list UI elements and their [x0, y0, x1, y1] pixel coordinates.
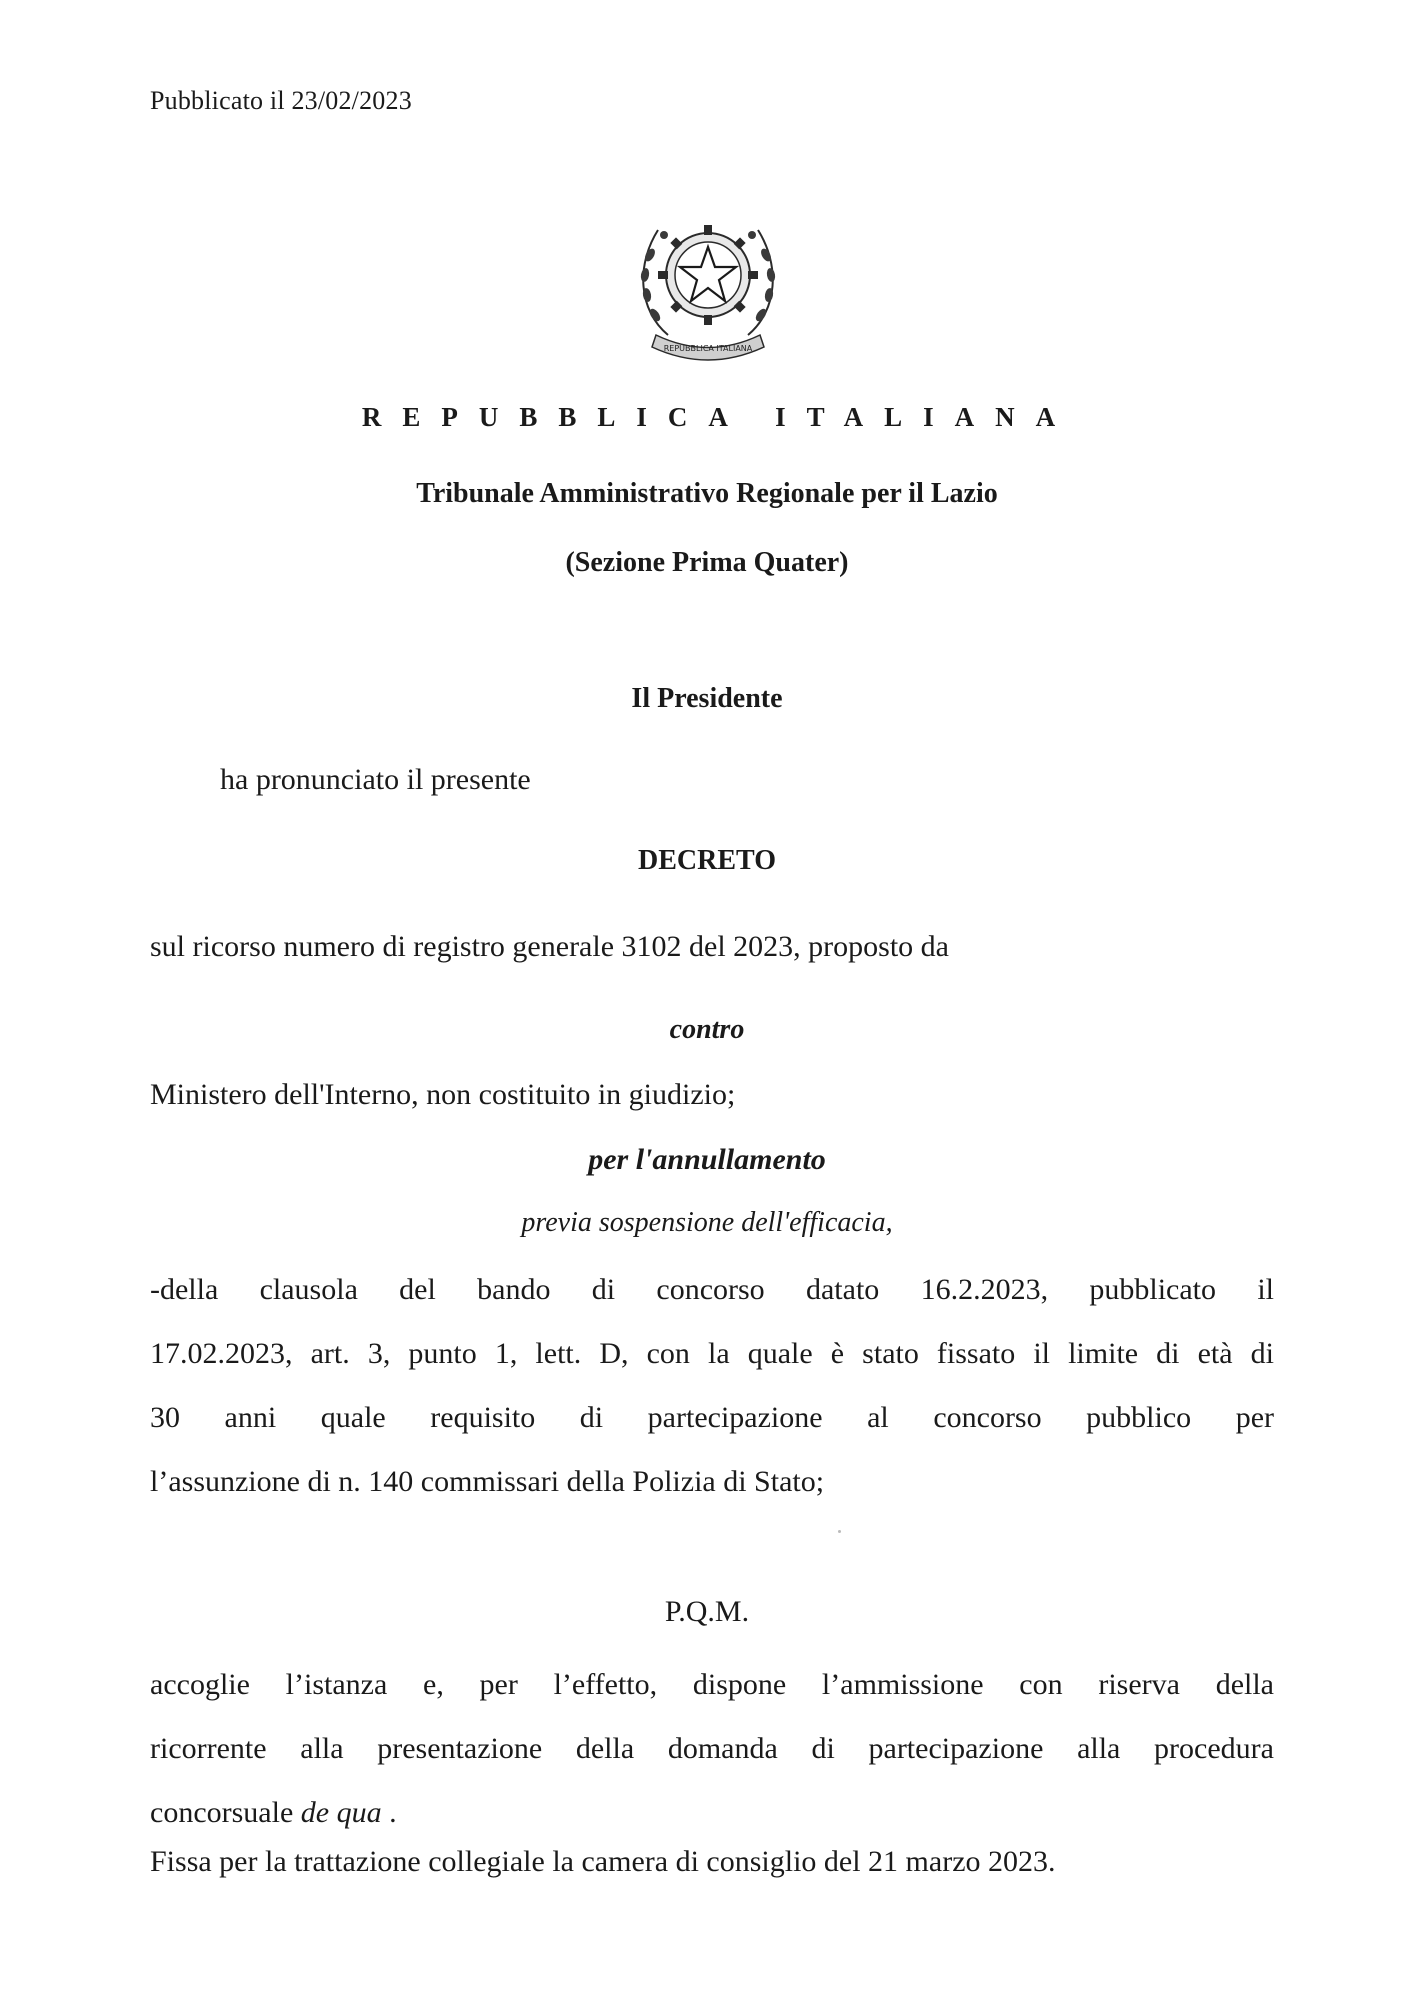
- annullamento-heading: per l'annullamento: [588, 1143, 826, 1176]
- accoglie-line: ricorrente alla presentazione della domanda di partecipazione alla procedura: [150, 1732, 1274, 1765]
- emblem-ribbon-text: REPUBBLICA ITALIANA: [663, 344, 753, 353]
- fissa-text: Fissa per la trattazione collegiale la camera di consiglio del 21 marzo 2023.: [150, 1845, 1056, 1878]
- scan-dot: [838, 1530, 841, 1533]
- pqm-heading: P.Q.M.: [664, 1595, 750, 1628]
- ricorso-text: sul ricorso numero di registro generale 3102 del 2023, proposto da: [150, 930, 949, 963]
- republic-heading: REPUBBLICA ITALIANA: [361, 402, 1077, 432]
- clausola-line: l’assunzione di n. 140 commissari della Polizia di Stato;: [150, 1465, 825, 1498]
- accoglie-line: accoglie l’istanza e, per l’effetto, dispone l’ammissione con riserva della: [150, 1668, 1274, 1701]
- clausola-line: 17.02.2023, art. 3, punto 1, lett. D, con la quale è stato fissato il limite di età di: [150, 1337, 1274, 1370]
- previa-text: previa sospensione dell'efficacia,: [521, 1207, 893, 1238]
- tribunal-name: Tribunale Amministrativo Regionale per il Lazio: [416, 478, 998, 509]
- italian-republic-emblem-icon: [628, 195, 788, 365]
- clausola-paragraph: [150, 1258, 1274, 1514]
- de-qua-italic: de qua: [300, 1796, 382, 1829]
- decree-title: DECRETO: [638, 845, 776, 876]
- publication-date: Pubblicato il 23/02/2023: [150, 86, 412, 115]
- court-section: (Sezione Prima Quater): [565, 547, 849, 578]
- accoglie-paragraph: [150, 1653, 1274, 1845]
- president-heading: Il Presidente: [631, 683, 783, 714]
- clausola-line: 30 anni quale requisito di partecipazione al concorso pubblico per: [150, 1401, 1274, 1434]
- clausola-line: -della clausola del bando di concorso datato 16.2.2023, pubblicato il: [150, 1273, 1274, 1306]
- ministero-text: Ministero dell'Interno, non costituito in giudizio;: [150, 1078, 736, 1111]
- accoglie-last-suffix: .: [381, 1796, 397, 1829]
- accoglie-last-prefix: concorsuale: [150, 1796, 301, 1829]
- accoglie-last-line: [150, 1781, 1274, 1845]
- intro-text: ha pronunciato il presente: [220, 763, 531, 796]
- contro-heading: contro: [669, 1014, 745, 1045]
